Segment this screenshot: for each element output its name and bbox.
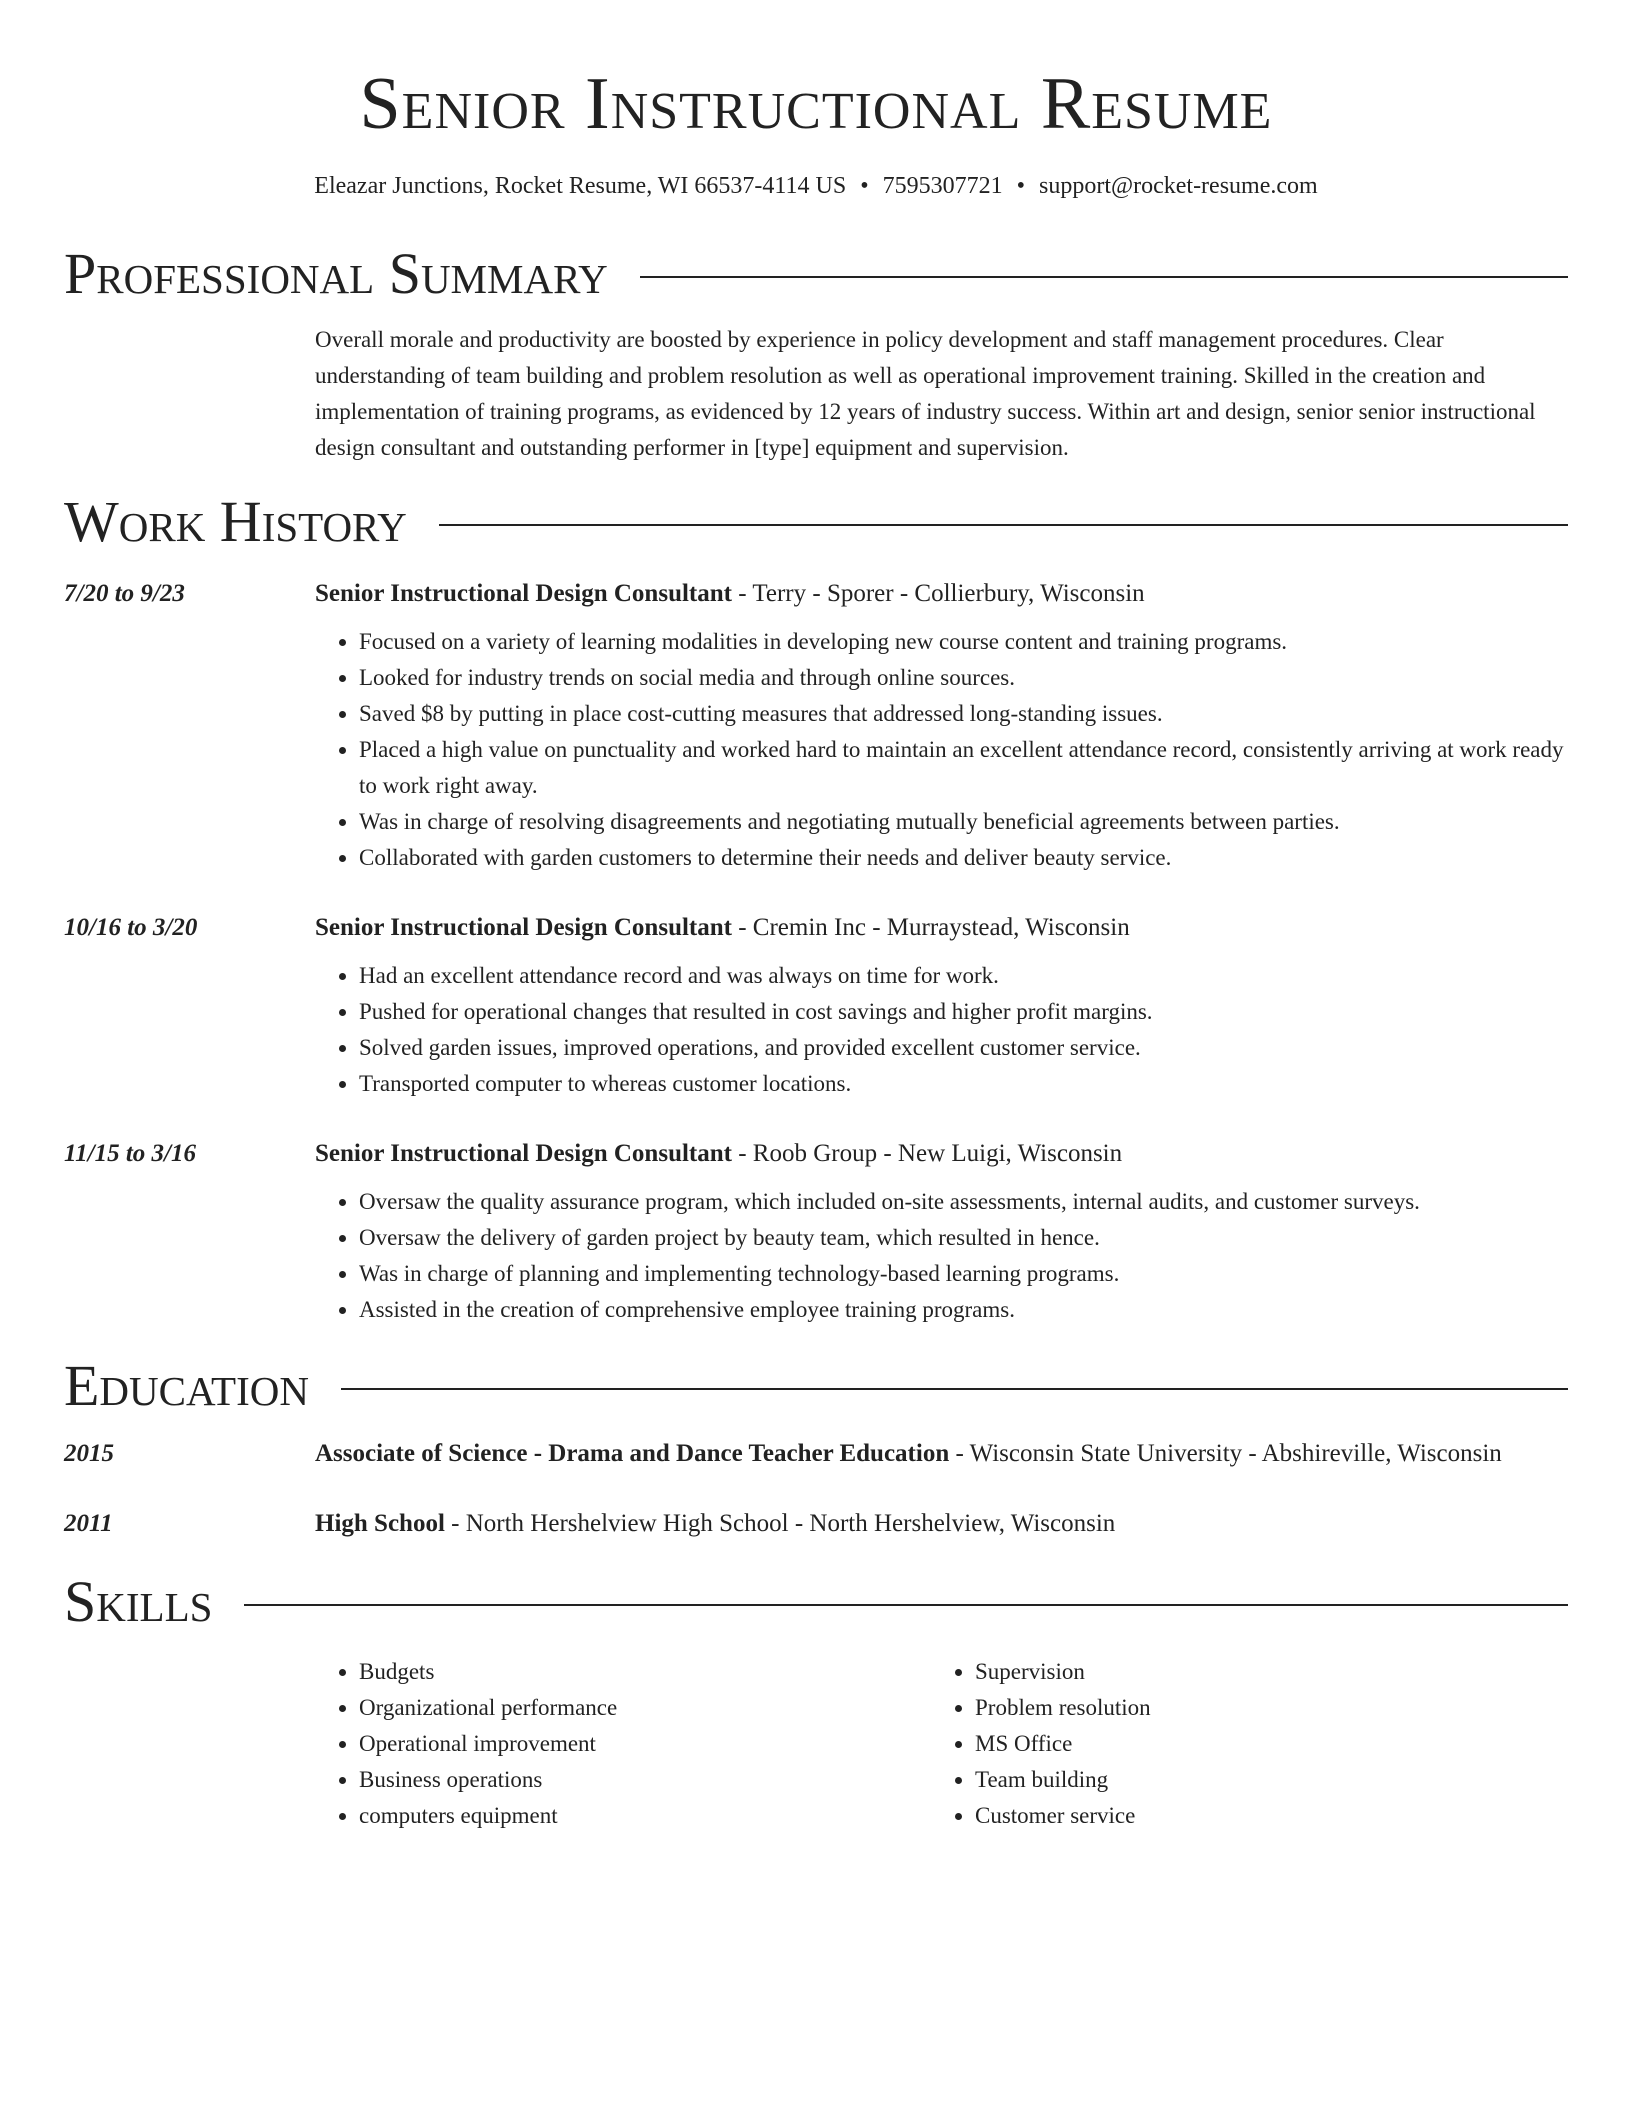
job-title: Senior Instructional Design Consultant [315, 914, 732, 941]
summary-section-header [64, 240, 1568, 308]
job-bullet: • Saved $8 by putting in place cost-cutting measures that addressed long-standing issues. [359, 696, 1568, 732]
contact-email: support@rocket-resume.com [1039, 173, 1318, 199]
job-bullet: • Pushed for operational changes that resulted in cost savings and higher profit margins. [359, 994, 1568, 1030]
work-details [315, 1134, 1568, 1328]
job-employer: - Terry - Sporer - Collierbury, Wisconsin [731, 580, 1145, 607]
work-details [315, 574, 1568, 876]
job-responsibilities [315, 624, 1568, 876]
section-divider [640, 276, 1568, 278]
resume-page [64, 0, 1568, 1834]
job-bullet: • Had an excellent attendance record and was always on time for work. [359, 958, 1568, 994]
summary-heading: Professional Summary [64, 241, 608, 306]
skill-item: • Organizational performance [359, 1690, 931, 1726]
education-entry [64, 1434, 1568, 1474]
work-entry [64, 574, 1568, 876]
education-section-header [64, 1352, 1568, 1420]
job-responsibilities [315, 1184, 1568, 1328]
work-history-list [64, 574, 1568, 1328]
work-heading-line [315, 1134, 1568, 1174]
education-degree: High School [315, 1510, 445, 1537]
education-details [315, 1434, 1568, 1474]
skills-heading: Skills [64, 1569, 213, 1634]
job-bullet: • Was in charge of planning and implementing technology-based learning programs. [359, 1256, 1568, 1292]
skills-list [315, 1654, 1568, 1834]
skill-item: • Team building [975, 1762, 1547, 1798]
job-bullet: • Focused on a variety of learning modalities in developing new course content and training programs. [359, 624, 1568, 660]
skills-column-left [315, 1654, 931, 1834]
education-school: - Wisconsin State University - Abshireville, Wisconsin [949, 1440, 1502, 1467]
work-entry [64, 908, 1568, 1102]
section-divider [439, 524, 1568, 526]
skill-item: • Budgets [359, 1654, 931, 1690]
job-bullet: • Looked for industry trends on social media and through online sources. [359, 660, 1568, 696]
job-bullet: • Transported computer to whereas customer locations. [359, 1066, 1568, 1102]
work-section-header [64, 488, 1568, 556]
job-bullet: • Collaborated with garden customers to determine their needs and deliver beauty service. [359, 840, 1568, 876]
summary-text: Overall morale and productivity are boosted by experience in policy development and staff management procedures. Clear understanding of team building and problem resolution as well as operational improvement training. Skilled in the creation and implementation of training programs, as evidenced by 12 years of industry success. Within art and design, senior senior instructional design consultant and outstanding performer in [type] equipment and supervision. [315, 327, 1536, 460]
resume-title: Senior Instructional Resume [359, 63, 1273, 145]
work-entry [64, 1134, 1568, 1328]
job-bullet: • Oversaw the delivery of garden project by beauty team, which resulted in hence. [359, 1220, 1568, 1256]
education-entry [64, 1504, 1568, 1544]
job-bullet: • Was in charge of resolving disagreements and negotiating mutually beneficial agreements between parties. [359, 804, 1568, 840]
work-heading: Work History [64, 489, 407, 554]
education-school: - North Hershelview High School - North Hershelview, Wisconsin [444, 1510, 1116, 1537]
skills-column-right [931, 1654, 1547, 1834]
work-heading-line [315, 908, 1568, 948]
education-year: 2011 [64, 1510, 113, 1537]
work-heading-line [315, 574, 1568, 614]
contact-phone: 7595307721 [882, 173, 1003, 199]
work-dates: 10/16 to 3/20 [64, 914, 198, 941]
work-details [315, 908, 1568, 1102]
education-year: 2015 [64, 1440, 114, 1467]
job-bullet: • Assisted in the creation of comprehensive employee training programs. [359, 1292, 1568, 1328]
education-details [315, 1504, 1568, 1544]
skills-section-header [64, 1568, 1568, 1636]
skill-item: • Business operations [359, 1762, 931, 1798]
contact-address: Eleazar Junctions, Rocket Resume, WI 66537-4114 US [314, 173, 847, 199]
education-heading: Education [64, 1353, 309, 1418]
education-degree: Associate of Science - Drama and Dance Teacher Education [315, 1440, 950, 1467]
job-title: Senior Instructional Design Consultant [315, 580, 732, 607]
job-bullet: • Solved garden issues, improved operations, and provided excellent customer service. [359, 1030, 1568, 1066]
work-dates: 11/15 to 3/16 [64, 1140, 196, 1167]
skill-item: • Operational improvement [359, 1726, 931, 1762]
skill-item: • MS Office [975, 1726, 1547, 1762]
skill-item: • Supervision [975, 1654, 1547, 1690]
contact-separator: • [860, 173, 869, 199]
job-bullet: • Placed a high value on punctuality and worked hard to maintain an excellent attendance record, consistently arriving at work ready to work right away. [359, 732, 1568, 804]
skill-item: • Problem resolution [975, 1690, 1547, 1726]
contact-line [64, 170, 1568, 202]
job-bullet: • Oversaw the quality assurance program, which included on-site assessments, internal audits, and customer surveys. [359, 1184, 1568, 1220]
section-divider [244, 1604, 1568, 1606]
job-responsibilities [315, 958, 1568, 1102]
contact-separator: • [1016, 173, 1025, 199]
job-employer: - Cremin Inc - Murraystead, Wisconsin [731, 914, 1130, 941]
skill-item: • Customer service [975, 1798, 1547, 1834]
job-title: Senior Instructional Design Consultant [315, 1140, 732, 1167]
job-employer: - Roob Group - New Luigi, Wisconsin [731, 1140, 1123, 1167]
section-divider [341, 1388, 1568, 1390]
work-dates: 7/20 to 9/23 [64, 580, 185, 607]
skill-item: • computers equipment [359, 1798, 931, 1834]
